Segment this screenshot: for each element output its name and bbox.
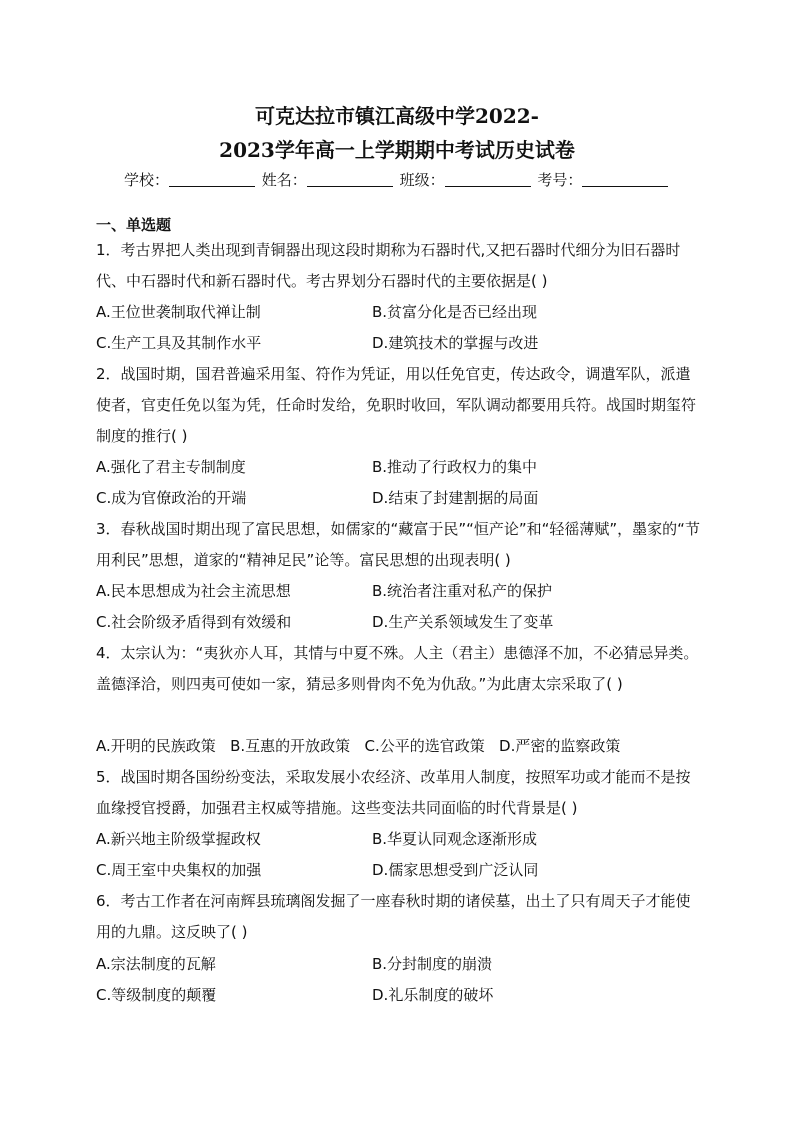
name-blank[interactable] xyxy=(307,172,393,187)
q5-option-a[interactable]: A.新兴地主阶级掌握政权 xyxy=(96,830,261,848)
q1-option-d[interactable]: D.建筑技术的掌握与改进 xyxy=(372,334,539,352)
school-blank[interactable] xyxy=(169,172,255,187)
q4-option-b[interactable]: B.互惠的开放政策 xyxy=(230,737,351,755)
class-blank[interactable] xyxy=(445,172,531,187)
exam-no-blank[interactable] xyxy=(582,172,668,187)
question-2: 2．战国时期，国君普遍采用玺、符作为凭证，用以任免官吏，传达政令，调遣军队，派遣使者，官吏任免以玺为凭，任命时发给，免职时收回，军队调动都要用兵符。战国时期玺符制度的推行( ) xyxy=(96,365,697,445)
q6-option-d[interactable]: D.礼乐制度的破坏 xyxy=(372,986,494,1004)
exam-no-label: 考号： xyxy=(537,171,583,189)
q5-option-c[interactable]: C.周王室中央集权的加强 xyxy=(96,861,262,879)
q5-option-d[interactable]: D.儒家思想受到广泛认同 xyxy=(372,861,539,879)
question-6: 6．考古工作者在河南辉县琉璃阁发掘了一座春秋时期的诸侯墓，出土了只有周天子才能使用的九鼎。这反映了( ) xyxy=(96,892,691,941)
q2-option-a[interactable]: A.强化了君主专制制度 xyxy=(96,458,246,476)
q5-option-b[interactable]: B.华夏认同观念逐渐形成 xyxy=(372,830,538,848)
school-label: 学校： xyxy=(124,171,170,189)
q3-option-c[interactable]: C.社会阶级矛盾得到有效缓和 xyxy=(96,613,292,631)
q1-option-a[interactable]: A.王位世袭制取代禅让制 xyxy=(96,303,261,321)
q1-option-c[interactable]: C.生产工具及其制作水平 xyxy=(96,334,262,352)
q3-option-a[interactable]: A.民本思想成为社会主流思想 xyxy=(96,582,291,600)
q2-option-b[interactable]: B.推动了行政权力的集中 xyxy=(372,458,538,476)
q6-option-a[interactable]: A.宗法制度的瓦解 xyxy=(96,955,216,973)
q6-option-c[interactable]: C.等级制度的颠覆 xyxy=(96,986,217,1004)
q6-option-b[interactable]: B.分封制度的崩溃 xyxy=(372,955,493,973)
exam-title-line2: 2023学年高一上学期期中考试历史试卷 xyxy=(219,138,575,162)
q4-option-a[interactable]: A.开明的民族政策 xyxy=(96,737,216,755)
q3-option-d[interactable]: D.生产关系领域发生了变革 xyxy=(372,613,554,631)
q2-option-d[interactable]: D.结束了封建割据的局面 xyxy=(372,489,539,507)
exam-title-line1: 可克达拉市镇江高级中学2022- xyxy=(255,104,539,128)
question-3: 3．春秋战国时期出现了富民思想，如儒家的“藏富于民”“恒产论”和“轻徭薄赋”，墨家的“节用利民”思想，道家的“精神足民”论等。富民思想的出现表明( ) xyxy=(96,520,700,569)
class-label: 班级： xyxy=(399,171,445,189)
q1-option-b[interactable]: B.贫富分化是否已经出现 xyxy=(372,303,538,321)
question-5: 5．战国时期各国纷纷变法，采取发展小农经济、改革用人制度，按照军功或才能而不是按血缘授官授爵，加强君主权威等措施。这些变法共同面临的时代背景是( ) xyxy=(96,768,691,817)
question-1: 1．考古界把人类出现到青铜器出现这段时期称为石器时代,又把石器时代细分为旧石器时代、中石器时代和新石器时代。考古界划分石器时代的主要依据是( ) xyxy=(96,241,681,290)
student-info-row xyxy=(124,170,670,190)
q3-option-b[interactable]: B.统治者注重对私产的保护 xyxy=(372,582,553,600)
q4-options-row xyxy=(96,736,620,756)
q4-option-c[interactable]: C.公平的选官政策 xyxy=(364,737,485,755)
name-label: 姓名： xyxy=(261,171,307,189)
section-title: 一、单选题 xyxy=(96,216,172,234)
q2-option-c[interactable]: C.成为官僚政治的开端 xyxy=(96,489,247,507)
q4-option-d[interactable]: D.严密的监察政策 xyxy=(499,737,621,755)
question-4: 4．太宗认为：“夷狄亦人耳，其情与中夏不殊。人主（君主）患德泽不加，不必猜忌异类。盖德泽洽，则四夷可使如一家，猜忌多则骨肉不免为仇敌。”为此唐太宗采取了( ) xyxy=(96,644,699,693)
